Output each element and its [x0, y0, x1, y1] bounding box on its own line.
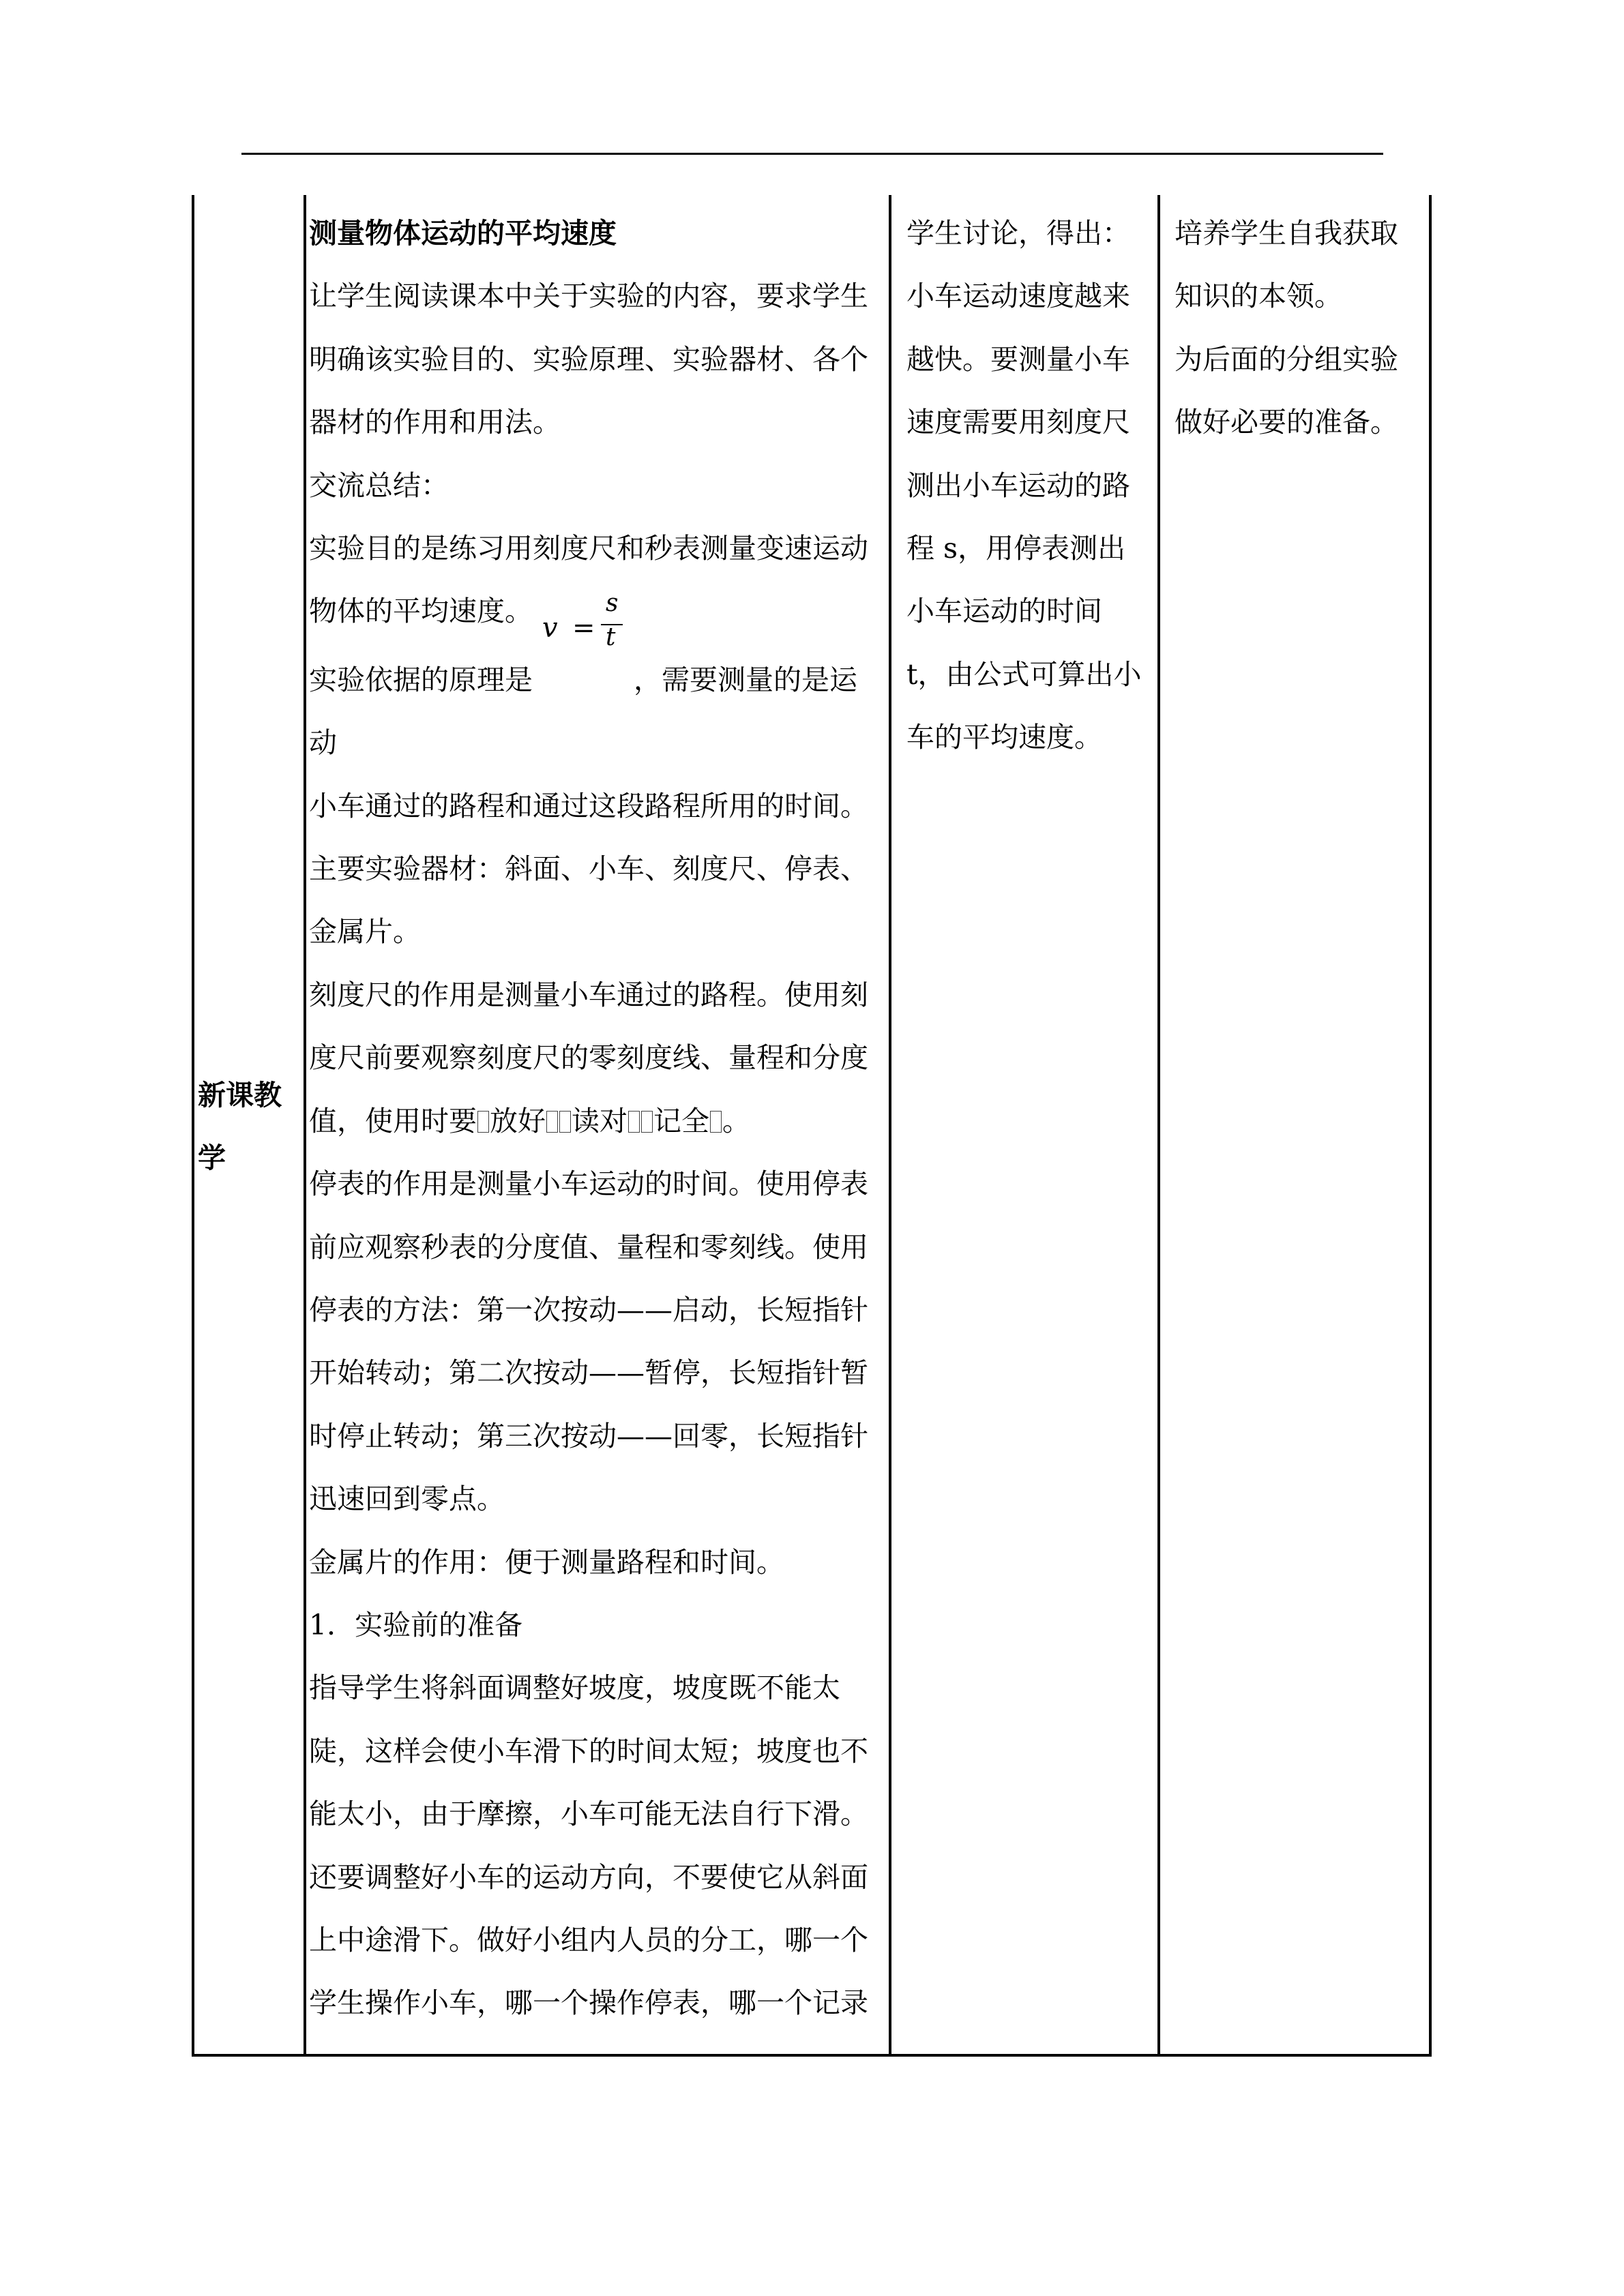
- text-line: 1．实验前的准备: [309, 1608, 523, 1641]
- text-line: 明确该实验目的、实验原理、实验器材、各个: [309, 342, 868, 376]
- stage-label-line-2: 学: [198, 1142, 226, 1175]
- text-fragment: 放好: [490, 1104, 546, 1137]
- student-line: 速度需要用刻度尺: [906, 406, 1130, 439]
- missing-glyph-icon: [559, 1111, 571, 1133]
- intent-line: 为后面的分组实验: [1175, 342, 1398, 376]
- missing-glyph-icon: [641, 1111, 653, 1133]
- text-line: 迅速回到零点。: [309, 1482, 505, 1516]
- student-line: 学生讨论，得出：: [906, 217, 1130, 250]
- header-rule: [241, 153, 1383, 155]
- formula-equals: =: [572, 612, 595, 644]
- student-line: 小车运动速度越来: [906, 280, 1130, 313]
- text-line: 实验目的是练习用刻度尺和秒表测量变速运动: [309, 532, 868, 565]
- student-line: 越快。要测量小车: [906, 342, 1130, 376]
- intent-line: 知识的本领。: [1175, 280, 1342, 313]
- text-line: 金属片。: [309, 915, 421, 949]
- velocity-formula: [542, 588, 624, 689]
- text-line: 能太小，由于摩擦，小车可能无法自行下滑。: [309, 1798, 868, 1831]
- text-line: 指导学生将斜面调整好坡度，坡度既不能太: [309, 1671, 840, 1705]
- section-heading: 测量物体运动的平均速度: [309, 217, 617, 250]
- text-line: 交流总结：: [309, 468, 449, 502]
- text-line: 前应观察秒表的分度值、量程和零刻线。使用: [309, 1230, 868, 1264]
- text-fragment: 实验依据的原理是: [309, 663, 533, 696]
- text-fragment: 记全: [653, 1104, 709, 1137]
- text-line: 金属片的作用：便于测量路程和时间。: [309, 1545, 784, 1579]
- text-line: 还要调整好小车的运动方向，不要使它从斜面: [309, 1860, 868, 1894]
- missing-glyph-icon: [477, 1111, 489, 1133]
- intent-line: 培养学生自我获取: [1175, 217, 1398, 250]
- formula-lhs: v: [542, 612, 558, 644]
- column-divider-2: [889, 195, 891, 2054]
- formula-denominator: t: [606, 623, 616, 651]
- student-activity-cell: [906, 202, 1149, 2054]
- missing-glyph-icon: [628, 1111, 640, 1133]
- text-line: 物体的平均速度。: [309, 595, 533, 628]
- text-line: 主要实验器材：斜面、小车、刻度尺、停表、: [309, 852, 868, 886]
- text-line: 学生操作小车，哪一个操作停表，哪一个记录: [309, 1986, 868, 2020]
- lesson-plan-table: [192, 195, 1432, 2057]
- text-line: 停表的方法：第一次按动——启动，长短指针: [309, 1293, 868, 1326]
- text-fragment: 值，使用时要: [309, 1104, 477, 1137]
- text-fragment: 读对: [572, 1104, 628, 1137]
- stage-cell: [198, 1064, 300, 1190]
- column-divider-3: [1157, 195, 1160, 2054]
- student-line: t，由公式可算出小: [906, 657, 1142, 691]
- text-fragment: ，需要测量的是运动: [309, 663, 857, 760]
- student-line: 测出小车运动的路: [906, 468, 1130, 502]
- text-line: 让学生阅读课本中关于实验的内容，要求学生: [309, 280, 868, 313]
- missing-glyph-icon: [710, 1111, 722, 1133]
- student-line: 程 s，用停表测出: [906, 532, 1126, 565]
- stage-label-line-1: 新课教: [198, 1079, 282, 1112]
- text-line: 时停止转动；第三次按动——回零，长短指针: [309, 1419, 868, 1452]
- text-fragment: 。: [722, 1104, 750, 1137]
- formula-numerator: s: [606, 588, 619, 617]
- text-line: 器材的作用和用法。: [309, 406, 561, 439]
- text-line: 上中途滑下。做好小组内人员的分工，哪一个: [309, 1923, 868, 1956]
- text-line: 度尺前要观察刻度尺的零刻度线、量程和分度: [309, 1041, 868, 1075]
- text-line: 陡，这样会使小车滑下的时间太短；坡度也不: [309, 1734, 868, 1768]
- student-line: 车的平均速度。: [906, 721, 1102, 754]
- text-line: 停表的作用是测量小车运动的时间。使用停表: [309, 1167, 868, 1201]
- text-line: 刻度尺的作用是测量小车通过的路程。使用刻: [309, 978, 868, 1011]
- design-intent-cell: [1175, 202, 1427, 2054]
- intent-line: 做好必要的准备。: [1175, 406, 1398, 439]
- text-line: 开始转动；第二次按动——暂停，长短指针暂: [309, 1356, 868, 1390]
- missing-glyph-icon: [546, 1111, 558, 1133]
- student-line: 小车运动的时间: [906, 595, 1102, 628]
- column-divider-1: [304, 195, 306, 2054]
- teacher-activity-cell: [309, 202, 885, 2054]
- text-line: 小车通过的路程和通过这段路程所用的时间。: [309, 789, 868, 822]
- ruler-usage-line: [309, 1090, 885, 1152]
